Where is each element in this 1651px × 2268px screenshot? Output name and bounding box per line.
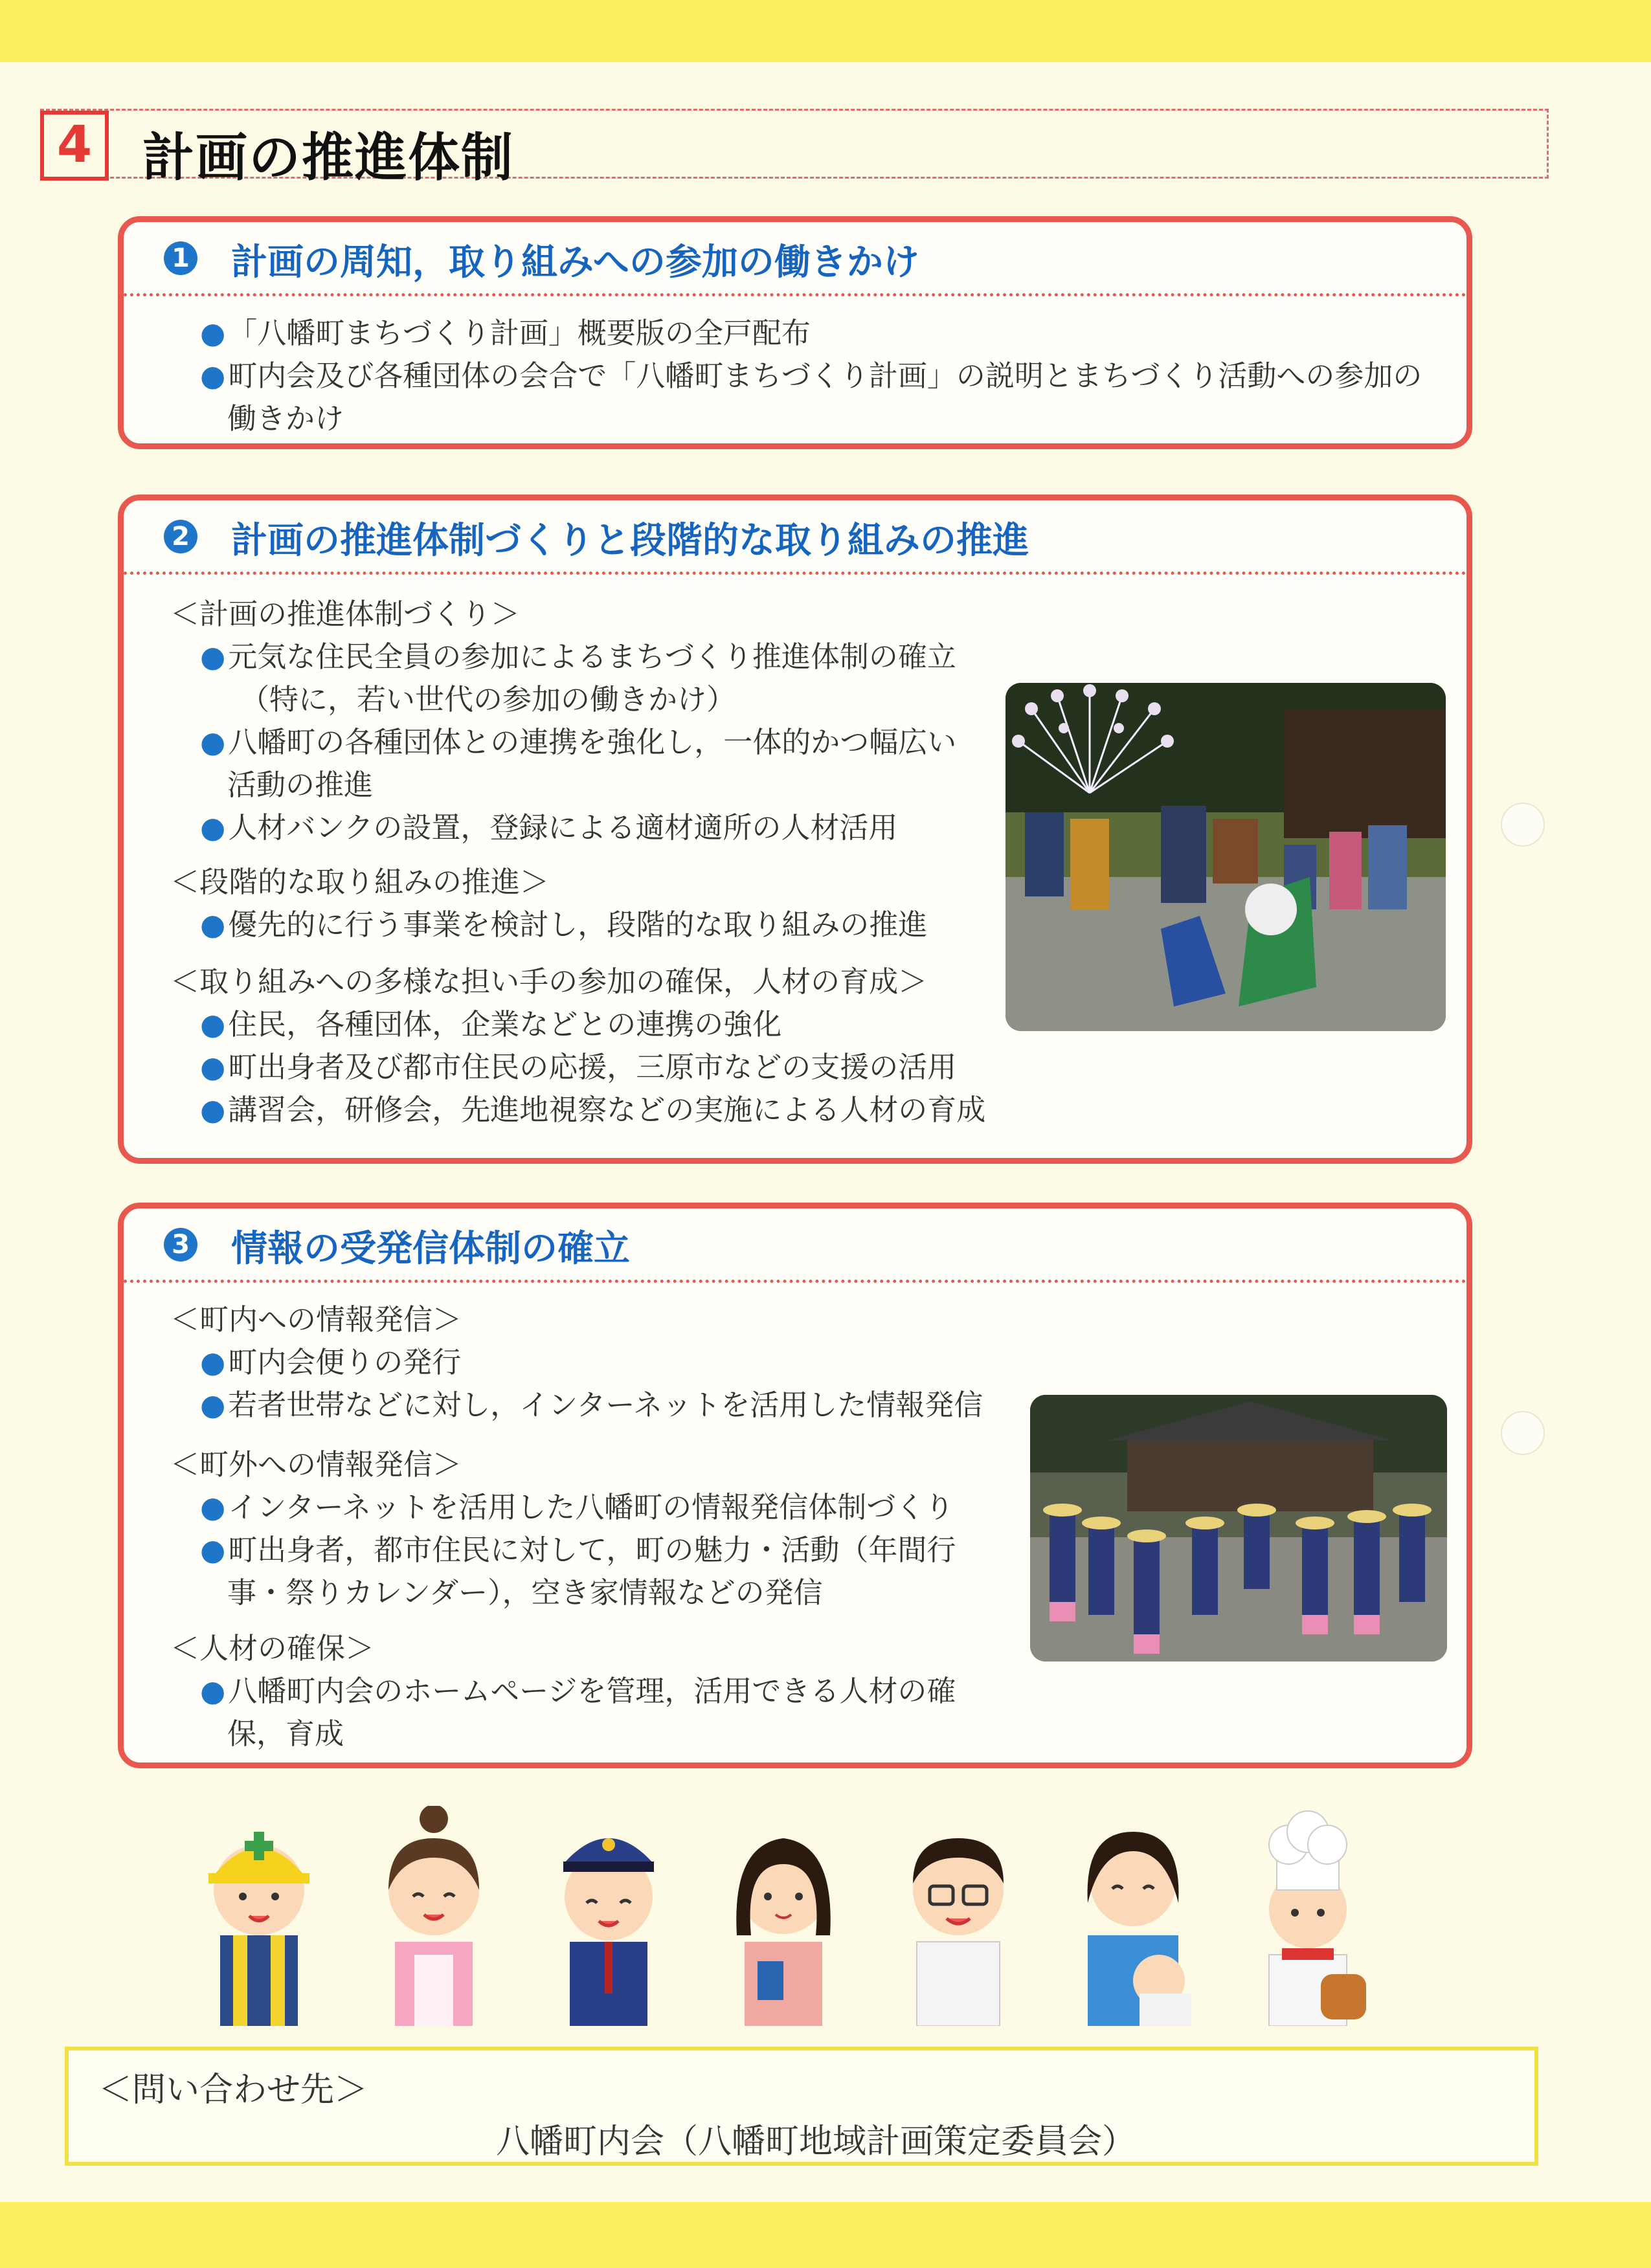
contact-organization: 八幡町内会（八幡町地域計画策定委員会） — [496, 2122, 1136, 2161]
subheading: ＜取り組みへの多様な担い手の参加の確保，人材の育成＞ — [170, 964, 928, 999]
section-number: 3 — [164, 1228, 197, 1262]
list-item: ● 町出身者及び都市住民の応援，三原市などの支援の活用 — [200, 1048, 956, 1087]
chapter-number-badge — [40, 111, 109, 181]
section-title: 計画の周知，取り組みへの参加の働きかけ — [231, 241, 919, 284]
list-item-continued: 働きかけ — [227, 401, 344, 436]
construction-worker-illustration — [194, 1806, 324, 2026]
section-title: 情報の受発信体制の確立 — [231, 1228, 630, 1270]
subheading: ＜段階的な取り組みの推進＞ — [170, 865, 550, 899]
top-color-band — [0, 0, 1651, 62]
contact-box — [65, 2047, 1538, 2166]
section-header — [124, 1208, 1466, 1283]
list-item: ● 町内会及び各種団体の会合で「八幡町まちづくり計画」の説明とまちづくり活動への参加の — [200, 357, 1422, 395]
list-item: ● 元気な住民全員の参加によるまちづくり推進体制の確立 — [200, 638, 956, 676]
baker-illustration — [1243, 1806, 1373, 2026]
subheading: ＜計画の推進体制づくり＞ — [170, 597, 521, 631]
list-item: ● 八幡町の各種団体との連携を強化し，一体的かつ幅広い — [200, 723, 956, 762]
list-item: ● インターネットを活用した八幡町の情報発信体制づくり — [200, 1488, 954, 1527]
binder-hole-lower — [1501, 1411, 1545, 1455]
section-awareness — [118, 216, 1472, 449]
subheading: ＜町内への情報発信＞ — [170, 1302, 462, 1337]
binder-hole-upper — [1501, 803, 1545, 847]
woman-apron-illustration — [369, 1806, 499, 2026]
townspeople-illustration — [194, 1806, 1457, 2026]
subheading: ＜町外への情報発信＞ — [170, 1447, 462, 1482]
list-item-continued: 保，育成 — [227, 1717, 344, 1751]
police-officer-illustration — [544, 1806, 673, 2026]
list-item: ● 町内会便りの発行 — [200, 1343, 461, 1382]
section-information-system — [118, 1203, 1472, 1768]
section-number: 1 — [164, 241, 197, 275]
section-promotion-system — [118, 495, 1472, 1164]
doctor-illustration — [893, 1806, 1023, 2026]
list-item: ● 人材バンクの設置，登録による適材適所の人材活用 — [200, 808, 897, 847]
list-item: ● 町出身者，都市住民に対して，町の魅力・活動（年間行 — [200, 1531, 956, 1570]
list-item: ● 若者世帯などに対し，インターネットを活用した情報発信 — [200, 1386, 983, 1425]
list-item-continued: 事・祭りカレンダー），空き家情報などの発信 — [227, 1575, 823, 1610]
festival-photo-image — [1005, 683, 1446, 1031]
section-header — [124, 222, 1466, 296]
list-item: ● 講習会，研修会，先進地視察などの実施による人材の育成 — [200, 1091, 985, 1129]
page-header — [40, 109, 1549, 188]
contact-label: ＜問い合わせ先＞ — [98, 2071, 368, 2109]
festival-photo-lion-dance — [1005, 683, 1446, 1031]
section-title: 計画の推進体制づくりと段階的な取り組みの推進 — [231, 520, 1029, 562]
page-title: 計画の推進体制 — [142, 128, 514, 188]
chapter-number: 4 — [44, 115, 105, 177]
list-item: ● 優先的に行う事業を検討し，段階的な取り組みの推進 — [200, 906, 927, 944]
festival-photo-dancers — [1030, 1395, 1447, 1662]
mother-with-baby-illustration — [1068, 1806, 1198, 2026]
office-woman-illustration — [719, 1806, 848, 2026]
list-item-continued: 活動の推進 — [227, 768, 374, 802]
subheading: ＜人材の確保＞ — [170, 1631, 375, 1665]
festival-photo-image — [1030, 1395, 1447, 1662]
bottom-color-band — [0, 2202, 1651, 2268]
section-header — [124, 500, 1466, 575]
section-number: 2 — [164, 520, 197, 553]
list-item: ● 住民，各種団体，企業などとの連携の強化 — [200, 1005, 781, 1044]
list-item-continued: （特に，若い世代の参加の働きかけ） — [240, 682, 736, 717]
list-item: ● 八幡町内会のホームページを管理，活用できる人材の確 — [200, 1672, 956, 1711]
list-item: ● 「八幡町まちづくり計画」概要版の全戸配布 — [200, 314, 811, 353]
